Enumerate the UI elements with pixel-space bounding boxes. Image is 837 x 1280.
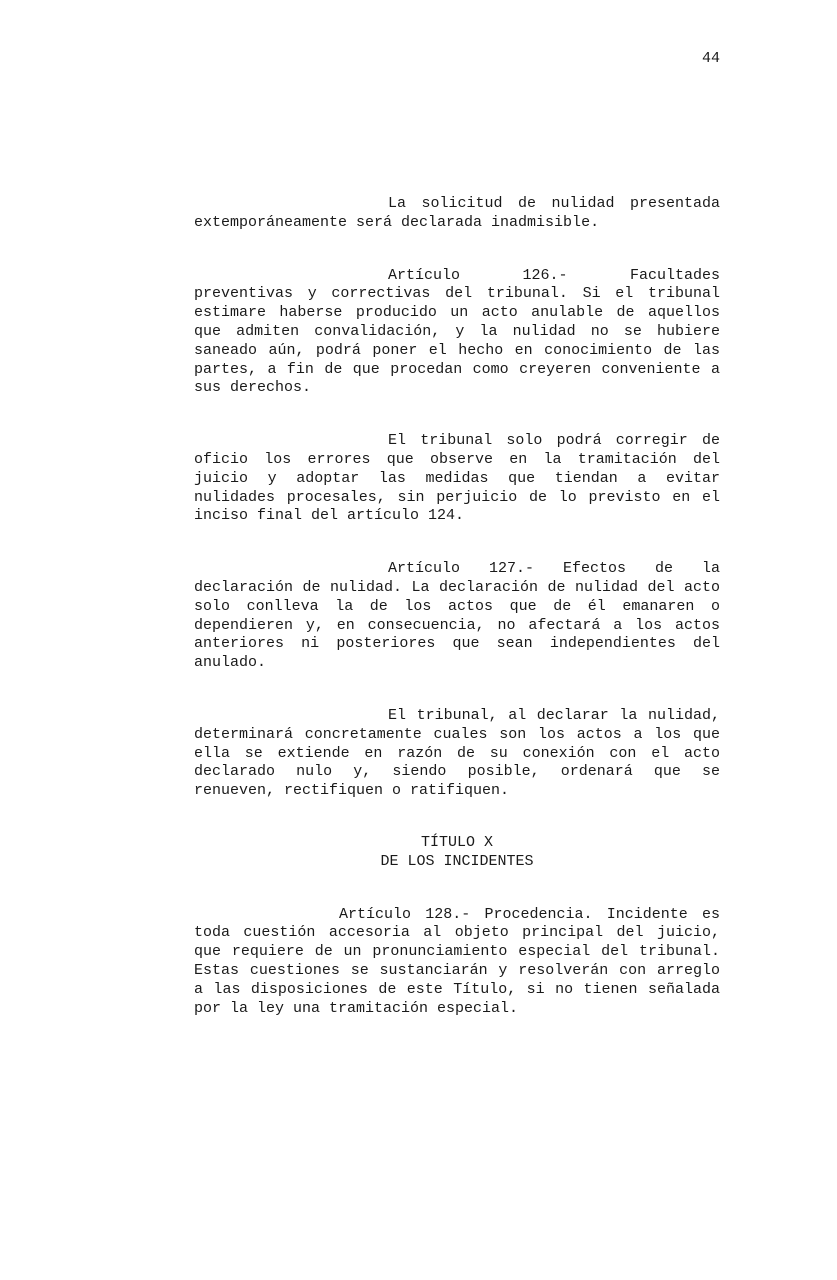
paragraph-articulo-127: Artículo 127.- Efectos de la declaración de nulidad. La declaración de nulidad del acto solo conlleva la de los actos que de él emanaren o dependieren y, en consecuencia, no afectará a los actos anteriores ni posteriores que sean independientes del anulado.	[194, 560, 720, 672]
paragraph-tribunal-corregir: El tribunal solo podrá corregir de oficio los errores que observe en la tramitación del juicio y adoptar las medidas que tiendan a evitar nulidades procesales, sin perjuicio de lo previsto en el inciso final del artículo 124.	[194, 432, 720, 525]
section-title: TÍTULO X	[420, 833, 493, 851]
section-heading	[194, 834, 720, 872]
paragraph-articulo-128: Artículo 128.- Procedencia. Incidente es toda cuestión accesoria al objeto principal del juicio, que requiere de un pronunciamiento especial del tribunal. Estas cuestiones se sustanciarán y resolverán con arreglo a las disposiciones de este Título, si no tienen señalada por la ley una tramitación especial.	[194, 905, 720, 1017]
page-number: 44	[701, 50, 720, 67]
section-subtitle: DE LOS INCIDENTES	[380, 852, 534, 870]
paragraph-tribunal-declarar: El tribunal, al declarar la nulidad, determinará concretamente cuales son los actos a los que ella se extiende en razón de su conexión con el acto declarado nulo y, siendo posible, ordenará que se renueven, rectifiquen o ratifiquen.	[194, 706, 720, 800]
document-body	[194, 195, 720, 1018]
paragraph-solicitud-nulidad: La solicitud de nulidad presentada extemporáneamente será declarada inadmisible.	[194, 195, 720, 231]
paragraph-articulo-126: Artículo 126.- Facultades preventivas y correctivas del tribunal. Si el tribunal estimare haberse producido un acto anulable de aquellos que admiten convalidación, y la nulidad no se hubiere saneado aún, podrá poner el hecho en conocimiento de las partes, a fin de que procedan como creyeren conveniente a sus derechos.	[194, 266, 720, 397]
